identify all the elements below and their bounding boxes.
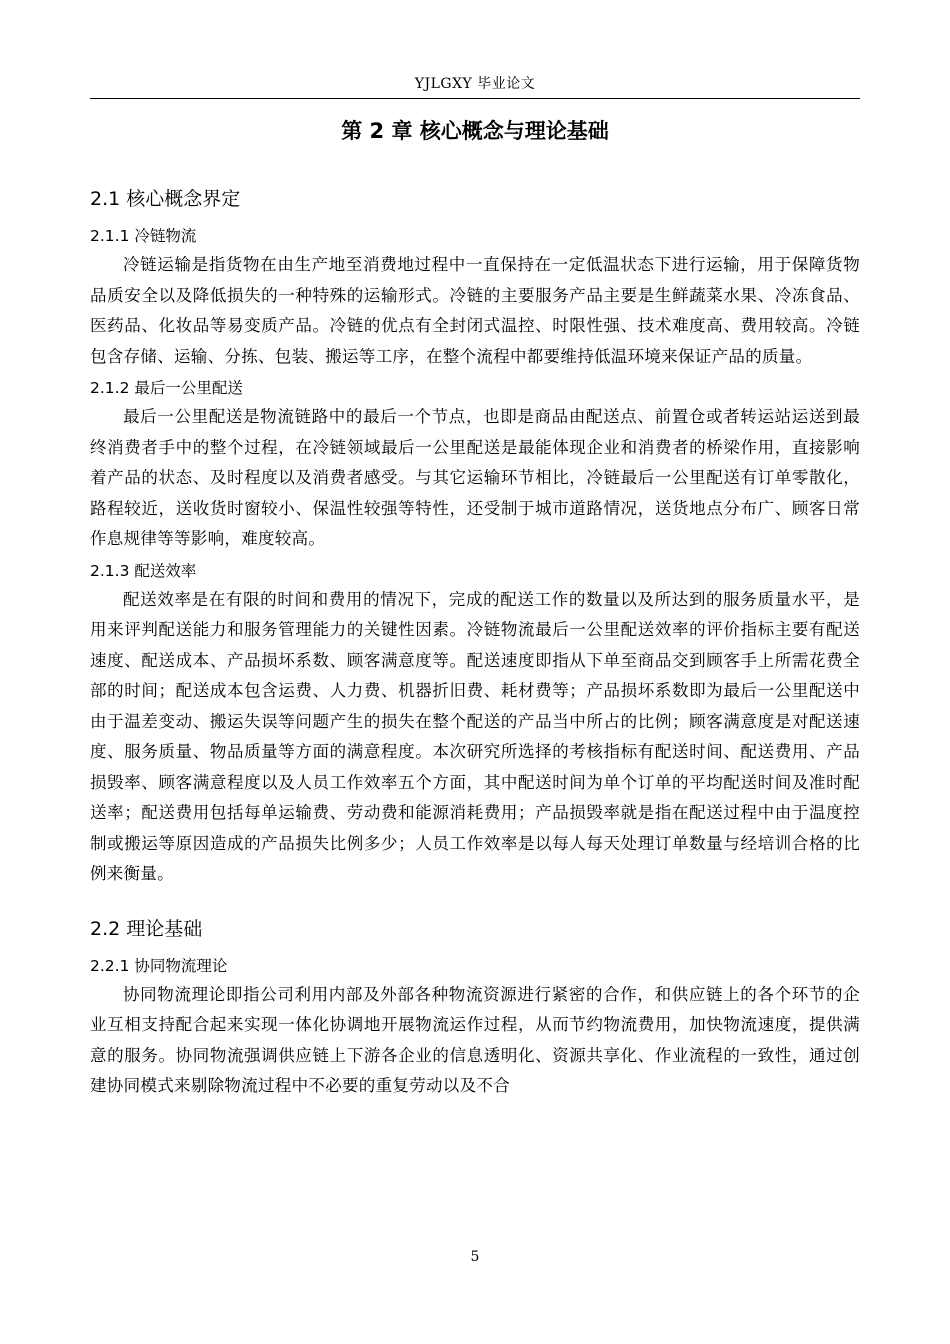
paragraph-delivery-efficiency: 配送效率是在有限的时间和费用的情况下，完成的配送工作的数量以及所达到的服务质量水平，是用来评判配送能力和服务管理能力的关键性因素。冷链物流最后一公里配送效率的评价指标主要有配送速度、配送成本、产品损坏系数、顾客满意度等。配送速度即指从下单至商品交到顾客手上所需花费全部的时间；配送成本包含运费、人力费、机器折旧费、耗材费等；产品损坏系数即为最后一公里配送中由于温差变动、搬运失误等问题产生的损失在整个配送的产品当中所占的比例；顾客满意度是对配送速度、服务质量、物品质量等方面的满意程度。本次研究所选择的考核指标有配送时间、配送费用、产品损毁率、顾客满意程度以及人员工作效率五个方面，其中配送时间为单个订单的平均配送时间及准时配送率；配送费用包括每单运输费、劳动费和能源消耗费用；产品损毁率就是指在配送过程中由于温度控制或搬运等原因造成的产品损失比例多少；人员工作效率是以每人每天处理订单数量与经培训合格的比例来衡量。	[90, 589, 860, 883]
subsection-title-2-1-1: 2.1.1 冷链物流	[90, 227, 197, 245]
header-rule	[90, 98, 860, 99]
paragraph-cold-chain: 冷链运输是指货物在由生产地至消费地过程中一直保持在一定低温状态下进行运输，用于保障货物品质安全以及降低损失的一种特殊的运输形式。冷链的主要服务产品主要是生鲜蔬菜水果、冷冻食品、医药品、化妆品等易变质产品。冷链的优点有全封闭式温控、时限性强、技术难度高、费用较高。冷链包含存储、运输、分拣、包装、搬运等工序，在整个流程中都要维持低温环境来保证产品的质量。	[90, 255, 860, 366]
section-title-2-2: 2.2 理论基础	[90, 917, 203, 940]
section-title-2-1: 2.1 核心概念界定	[90, 188, 241, 210]
document-page	[90, 0, 860, 1344]
subsection-title-2-1-3: 2.1.3 配送效率	[90, 561, 197, 580]
chapter-title: 第 2 章 核心概念与理论基础	[341, 119, 609, 143]
paragraph-collaborative-logistics: 协同物流理论即指公司利用内部及外部各种物流资源进行紧密的合作，和供应链上的各个环节的企业互相支持配合起来实现一体化协调地开展物流运作过程，从而节约物流费用，加快物流速度，提供满意的服务。协同物流强调供应链上下游各企业的信息透明化、资源共享化、作业流程的一致性，通过创建协同模式来剔除物流过程中不必要的重复劳动以及不合	[90, 984, 860, 1095]
page-content	[90, 114, 860, 1104]
page-number: 5	[470, 1249, 480, 1265]
paragraph-last-mile: 最后一公里配送是物流链路中的最后一个节点，也即是商品由配送点、前置仓或者转运站运送到最终消费者手中的整个过程，在冷链领域最后一公里配送是最能体现企业和消费者的桥梁作用，直接影响着产品的状态、及时程度以及消费者感受。与其它运输环节相比，冷链最后一公里配送有订单零散化，路程较近，送收货时窗较小、保温性较强等特性，还受制于城市道路情况，送货地点分布广、顾客日常作息规律等等影响，难度较高。	[90, 407, 860, 548]
running-header: YJLGXY 毕业论文	[414, 76, 536, 92]
subsection-title-2-2-1: 2.2.1 协同物流理论	[90, 956, 228, 975]
subsection-title-2-1-2: 2.1.2 最后一公里配送	[90, 379, 243, 397]
